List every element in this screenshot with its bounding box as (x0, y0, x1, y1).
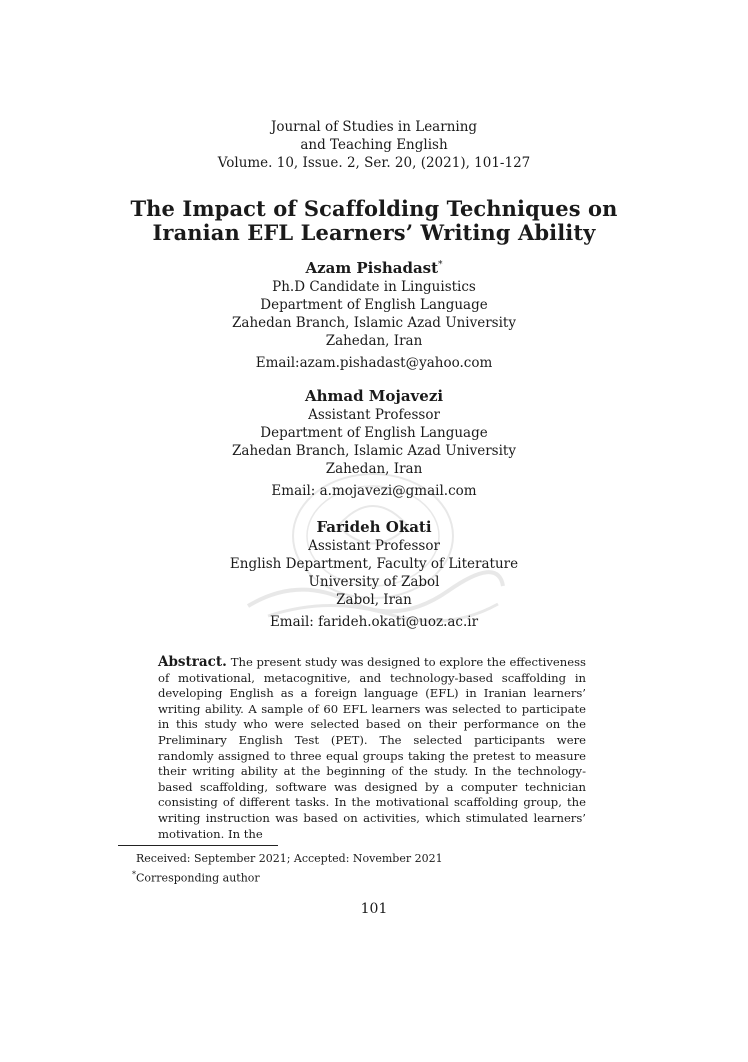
corresponding-mark: * (438, 260, 443, 270)
author-affiliation-line: Zabol, Iran (336, 592, 412, 608)
author-affiliation-line: Zahedan, Iran (325, 461, 423, 477)
journal-volume-line: Volume. 10, Issue. 2, Ser. 20, (2021), 101-127 (217, 155, 531, 171)
author-name: Ahmad Mojavezi (304, 387, 444, 405)
footnotes (132, 851, 443, 887)
author-block-2 (0, 386, 748, 500)
abstract-label: Abstract. (158, 654, 227, 670)
corresponding-footnote (132, 867, 443, 887)
author-email: Email: farideh.okati@uoz.ac.ir (269, 614, 479, 630)
paper-title (0, 197, 748, 245)
journal-name-line-2: and Teaching English (300, 137, 448, 153)
journal-info (0, 118, 748, 172)
received-footnote: Received: September 2021; Accepted: November 2021 (136, 852, 443, 865)
title-line-1: The Impact of Scaffolding Techniques on (130, 196, 618, 221)
author-affiliation-line: University of Zabol (308, 574, 440, 590)
author-block-3 (0, 517, 748, 631)
author-block-1 (0, 255, 748, 372)
author-affiliation-line: Zahedan Branch, Islamic Azad University (232, 443, 516, 459)
author-affiliation-line: Ph.D Candidate in Linguistics (272, 279, 476, 295)
abstract-text: The present study was designed to explore the effectiveness of motivational, metacognitive, and technology-based scaffolding in developing English as a foreign language (EFL) in Iranian learners’ writing ability. A sample of 60 EFL learners was selected to participate in this study who were selected based on their performance on the Preliminary English Test (PET). The selected participants were randomly assigned to three equal groups taking the pretest to measure their writing ability at the beginning of the study. In the technology-based scaffolding, software was designed by a computer technician consisting of different tasks. In the motivational scaffolding group, the writing instruction was based on activities, which stimulated learners’ motivation. In the (158, 655, 587, 841)
author-name: Farideh Okati (316, 518, 432, 536)
author-affiliation-line: English Department, Faculty of Literature (229, 556, 519, 572)
footnote-rule (118, 845, 278, 846)
author-affiliation-line: Zahedan Branch, Islamic Azad University (232, 315, 516, 331)
journal-name-line-1: Journal of Studies in Learning (270, 119, 478, 135)
title-line-2: Iranian EFL Learners’ Writing Ability (152, 220, 596, 245)
author-affiliation-line: Department of English Language (260, 425, 488, 441)
author-email: Email: a.mojavezi@gmail.com (271, 483, 477, 499)
footnote-mark: * (132, 870, 136, 879)
author-name-text: Azam Pishadast (305, 259, 439, 277)
author-affiliation-line: Zahedan, Iran (325, 333, 423, 349)
abstract (158, 655, 586, 842)
author-affiliation-line: Assistant Professor (308, 538, 440, 554)
corresponding-author-text: Corresponding author (136, 871, 260, 885)
author-affiliation-line: Assistant Professor (308, 407, 440, 423)
page-number: 101 (360, 901, 388, 917)
author-email: Email:azam.pishadast@yahoo.com (255, 355, 493, 371)
author-name (0, 255, 748, 278)
author-affiliation-line: Department of English Language (260, 297, 488, 313)
